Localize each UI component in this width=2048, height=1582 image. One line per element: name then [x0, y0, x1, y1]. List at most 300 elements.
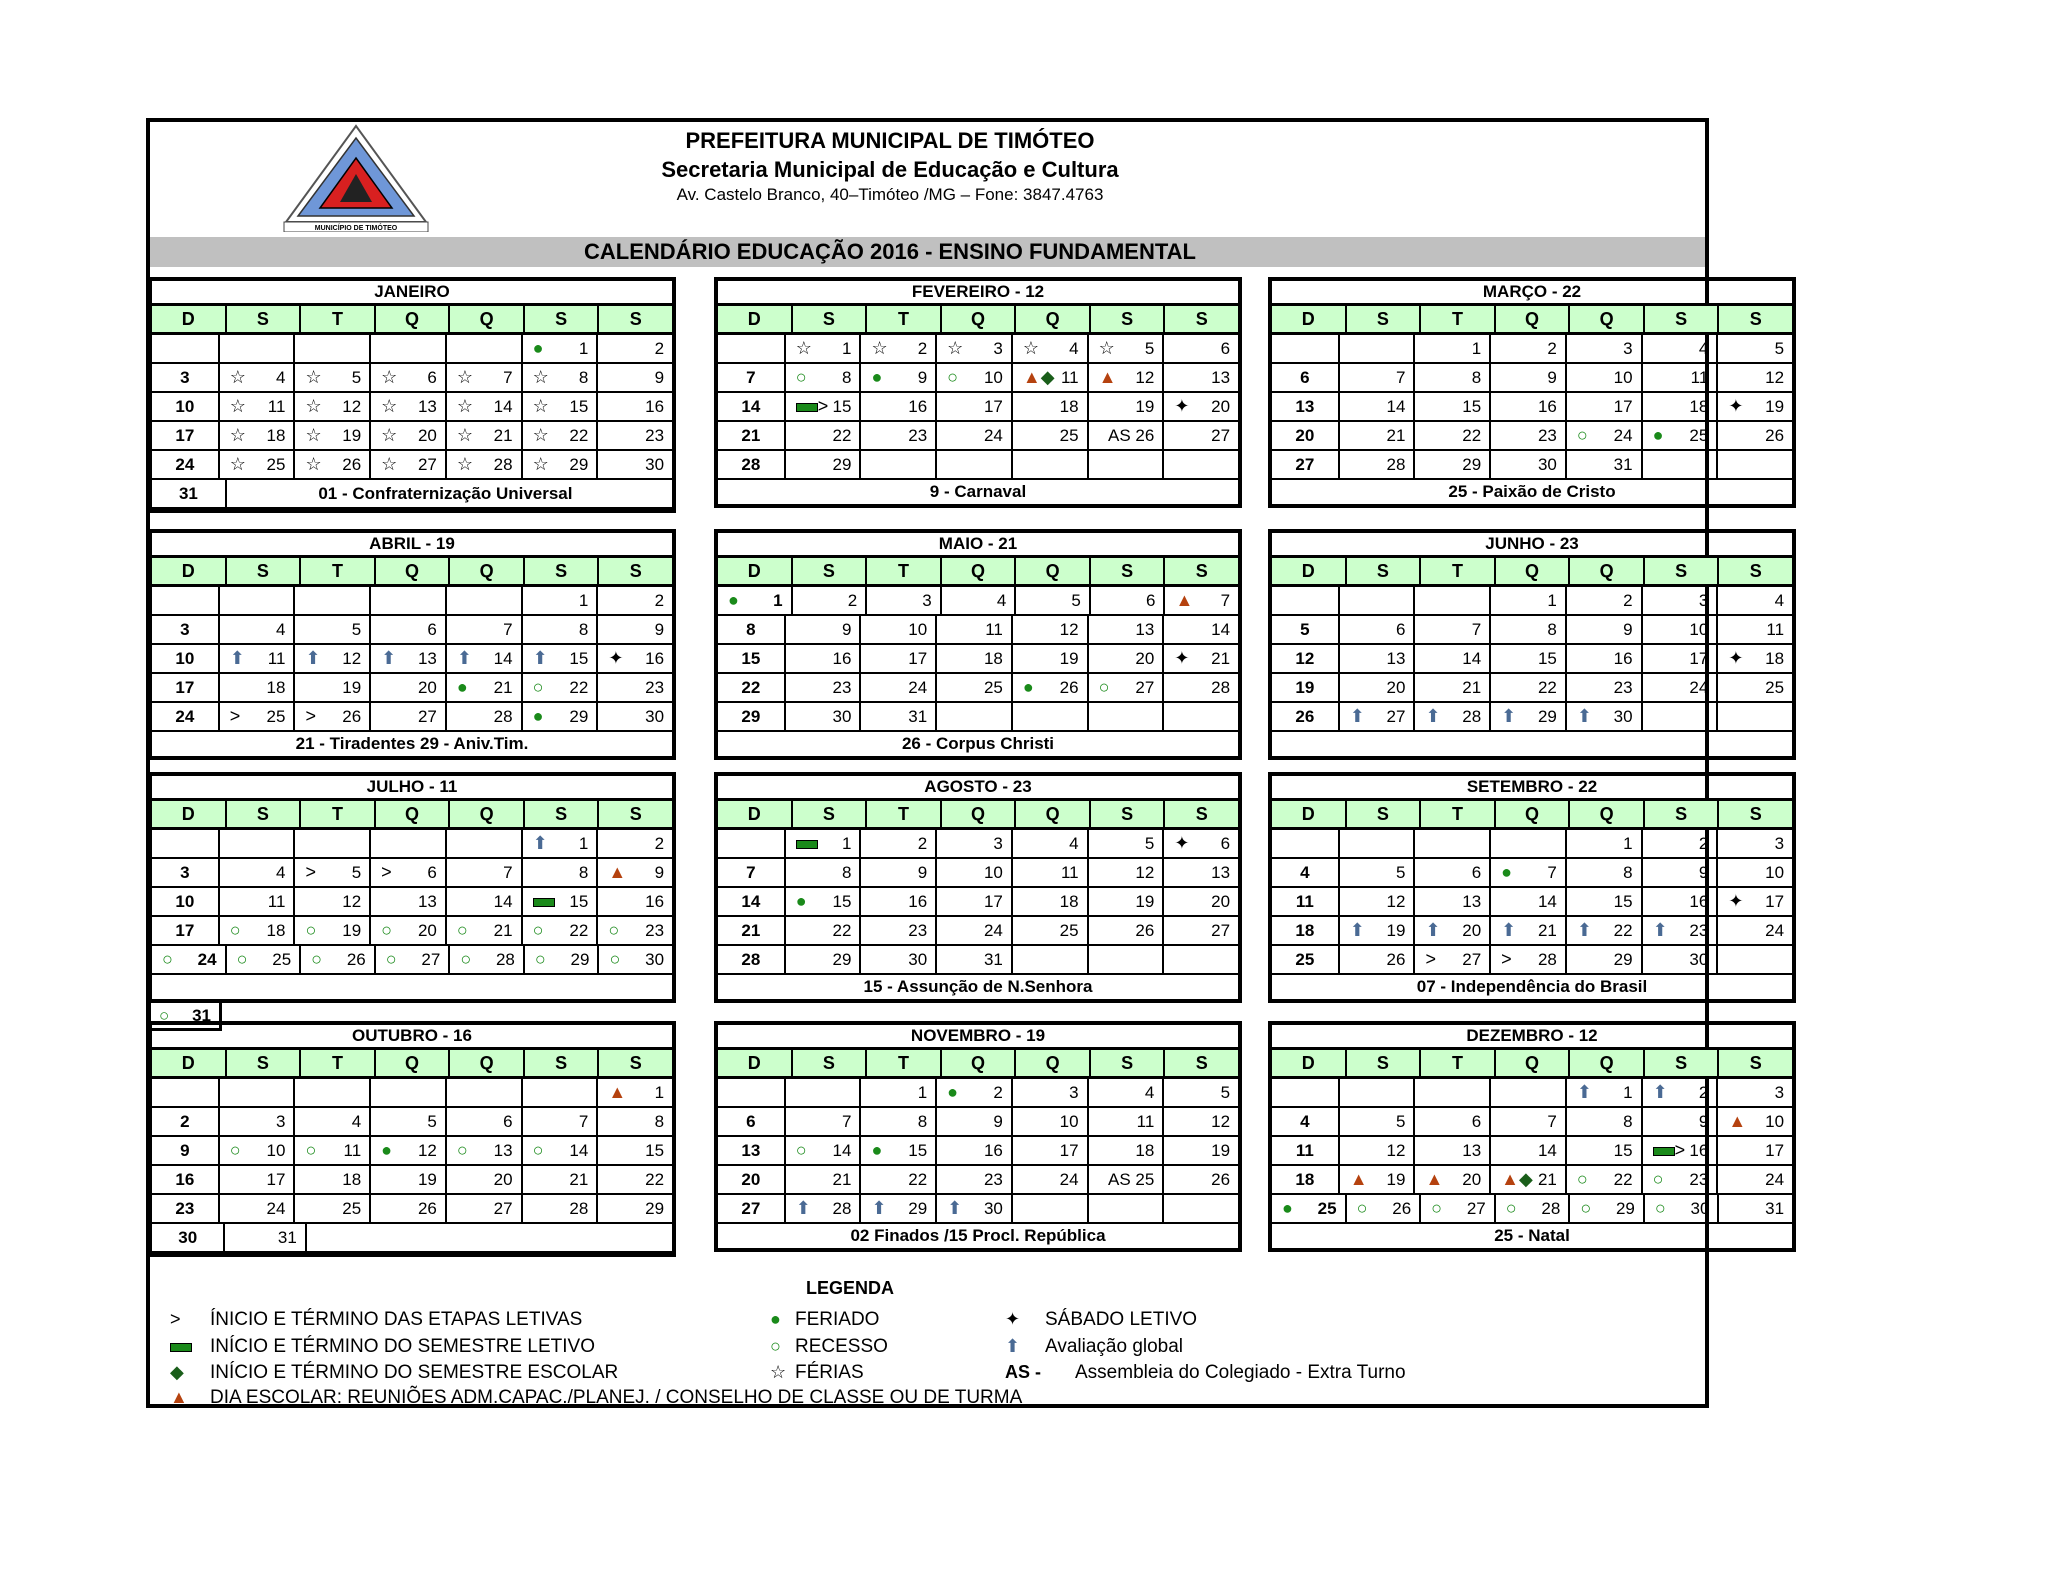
recesso-ring-icon [1580, 1195, 1591, 1222]
day-cell [152, 859, 220, 886]
day-cell [1089, 1166, 1165, 1193]
weekday-label: T [1421, 801, 1496, 827]
day-number: 1 [841, 834, 852, 853]
day-cell [937, 917, 1013, 944]
day-cell [220, 616, 296, 643]
day-cell [523, 422, 599, 449]
ferias-star-icon: ☆ [381, 454, 398, 474]
ferias-star-icon [457, 422, 473, 449]
day-cell [1415, 451, 1491, 478]
day-cell [861, 703, 937, 730]
day-cell [1089, 335, 1165, 362]
etapa-letiva-icon: > [229, 706, 241, 726]
day-cell [598, 335, 672, 362]
weekday-label: D [1272, 558, 1347, 584]
day-cell [1491, 888, 1567, 915]
day-cell [1491, 946, 1567, 973]
day-number: 9 [917, 863, 928, 882]
dia-escolar-triangle-icon: ▲ [1098, 367, 1117, 387]
day-number: 15 [569, 892, 589, 911]
avaliacao-arrow-icon [1577, 1079, 1592, 1106]
weekday-label: T [301, 306, 376, 332]
weekday-label: T [867, 306, 942, 332]
day-cell [1272, 703, 1340, 730]
day-cell [861, 1195, 937, 1222]
day-cell [786, 422, 862, 449]
legend-item-text: ÍNICIO E TÉRMINO DAS ETAPAS LETIVAS [210, 1309, 583, 1330]
day-cell [1272, 888, 1340, 915]
avaliacao-arrow-icon [871, 1195, 886, 1222]
day-cell [1491, 364, 1567, 391]
day-cell [1718, 451, 1792, 478]
weekday-label: S [793, 1050, 868, 1076]
legend [150, 1275, 1705, 1408]
day-number: 21 [1537, 921, 1557, 940]
day-number: 9 [1547, 368, 1557, 387]
month-title: JULHO - 11 [152, 776, 672, 801]
day-number: 26 [342, 455, 362, 474]
month-4 [714, 529, 1242, 760]
day-cell [1718, 917, 1792, 944]
weekday-label: T [301, 1050, 376, 1076]
recesso-ring-icon: ○ [608, 920, 620, 940]
avaliacao-arrow-icon: ⬆ [456, 648, 472, 668]
day-number: 10 [266, 1141, 286, 1160]
day-number: 6 [503, 1112, 513, 1131]
day-cell [786, 859, 862, 886]
day-cell [598, 587, 672, 614]
day-cell [1089, 1079, 1165, 1106]
day-number: 19 [417, 1170, 437, 1189]
weekday-header [718, 306, 1238, 335]
day-cell [1415, 1108, 1491, 1135]
recesso-ring-icon: ○ [460, 949, 472, 969]
avaliacao-arrow-icon: ⬆ [532, 833, 548, 853]
day-cell [220, 1137, 296, 1164]
ferias-star-icon: ☆ [770, 1362, 787, 1382]
recesso-ring-icon: ○ [609, 949, 621, 969]
day-number: 8 [578, 863, 589, 882]
weekday-label: S [1091, 558, 1166, 584]
day-number: 23 [908, 921, 928, 940]
day-cell [295, 1166, 371, 1193]
holiday-note: 25 - Paixão de Cristo [1448, 482, 1616, 501]
day-cell [1340, 335, 1416, 362]
day-cell [1567, 616, 1643, 643]
day-number: 6 [746, 1112, 756, 1131]
day-number: 17 [266, 1170, 286, 1189]
day-cell [1491, 703, 1567, 730]
recesso-ring-icon: ○ [532, 920, 544, 940]
month-1 [714, 277, 1242, 508]
day-number: 13 [417, 649, 437, 668]
day-number: 12 [1135, 863, 1155, 882]
day-number: 27 [417, 707, 437, 726]
day-cell [523, 451, 599, 478]
day-cell [1089, 946, 1165, 973]
day-number: 22 [569, 921, 589, 940]
day-cell [786, 1166, 862, 1193]
recesso-ring-icon [1099, 674, 1110, 701]
day-cell [1272, 946, 1340, 973]
day-number: 11 [1766, 620, 1785, 639]
day-number: 18 [1295, 921, 1315, 940]
week-row [152, 645, 672, 674]
day-number: 7 [1547, 863, 1557, 882]
day-cell [1491, 335, 1567, 362]
day-cell [1718, 335, 1792, 362]
day-number: 17 [983, 892, 1003, 911]
day-cell [718, 703, 786, 730]
day-cell [786, 830, 862, 857]
day-number: AS 25 [1108, 1170, 1155, 1189]
feriado-dot-icon: ● [1501, 862, 1513, 882]
day-number: 24 [1765, 1170, 1785, 1189]
day-number: 26 [346, 950, 366, 969]
weekday-label: S [629, 309, 642, 329]
day-cell [1272, 335, 1340, 362]
recesso-ring-icon: ○ [162, 949, 173, 969]
feriado-dot-icon [871, 364, 882, 391]
feriado-dot-icon: ● [1282, 1198, 1293, 1218]
day-cell [861, 645, 937, 672]
day-cell [301, 946, 376, 973]
sabado-letivo-icon [1174, 645, 1189, 672]
day-cell [1491, 616, 1567, 643]
day-cell [1272, 393, 1340, 420]
day-number: 7 [1395, 368, 1406, 387]
day-number: 23 [645, 921, 665, 940]
day-cell [1089, 1108, 1165, 1135]
day-cell [861, 946, 937, 973]
day-number: 15 [1537, 649, 1557, 668]
day-number: 9 [654, 863, 665, 882]
recesso-ring-icon [1577, 422, 1588, 449]
recesso-ring-icon: ○ [1576, 425, 1588, 445]
dia-escolar-triangle-icon: ▲ [608, 1082, 627, 1102]
day-cell [598, 451, 672, 478]
day-cell [1340, 674, 1416, 701]
day-number: 21 [1462, 678, 1482, 697]
day-cell [152, 1224, 225, 1251]
month-title: MAIO - 21 [718, 533, 1238, 558]
day-number: 2 [917, 834, 928, 853]
day-cell [371, 1108, 447, 1135]
day-cell [152, 422, 220, 449]
day-cell [1718, 888, 1792, 915]
recesso-ring-icon [947, 364, 958, 391]
day-number: 5 [351, 863, 362, 882]
day-cell [1643, 917, 1719, 944]
recesso-ring-icon [1577, 1166, 1588, 1193]
day-cell [450, 946, 525, 973]
day-number: 24 [1059, 1170, 1079, 1189]
day-cell [1340, 946, 1416, 973]
day-cell [1089, 674, 1165, 701]
legend-item-text: INÍCIO E TÉRMINO DO SEMESTRE ESCOLAR [210, 1362, 619, 1383]
day-number: 2 [1547, 339, 1557, 358]
day-cell [1643, 1079, 1719, 1106]
day-cell [1340, 859, 1416, 886]
day-cell [220, 830, 296, 857]
day-cell [1567, 1166, 1643, 1193]
day-cell [152, 888, 220, 915]
day-number: 22 [569, 678, 589, 697]
weekday-label: Q [1016, 558, 1091, 584]
month-title: JUNHO - 23 [1272, 533, 1792, 558]
day-number: 30 [645, 950, 665, 969]
day-cell [1013, 674, 1089, 701]
day-cell [447, 1195, 523, 1222]
avaliacao-arrow-icon: ⬆ [1576, 920, 1592, 940]
day-cell [1415, 917, 1491, 944]
day-number: 1 [773, 591, 783, 610]
day-cell [718, 1108, 786, 1135]
day-cell [220, 859, 296, 886]
day-number: 30 [645, 455, 665, 474]
recesso-ring-icon: ○ [229, 1140, 241, 1160]
day-cell [371, 422, 447, 449]
day-number: 6 [427, 620, 437, 639]
day-number: 7 [1220, 591, 1231, 610]
ferias-star-icon: ☆ [456, 425, 474, 445]
day-cell [718, 364, 786, 391]
day-number: 25 [266, 455, 286, 474]
day-cell [598, 645, 672, 672]
month-title: ABRIL - 19 [152, 533, 672, 558]
day-cell [152, 480, 227, 507]
feriado-dot-icon [457, 674, 468, 701]
day-cell [1567, 1137, 1643, 1164]
recesso-ring-icon [796, 364, 807, 391]
weekday-label: S [1645, 801, 1720, 827]
feriado-dot-icon [871, 1137, 882, 1164]
day-cell [1340, 1079, 1416, 1106]
day-number: 10 [1765, 1112, 1785, 1131]
day-cell [786, 616, 862, 643]
day-number: 6 [1395, 620, 1406, 639]
dia-escolar-triangle-icon: ▲ [1349, 1169, 1368, 1189]
day-number: 23 [1689, 921, 1709, 940]
avaliacao-arrow-icon [533, 645, 548, 672]
day-cell [1567, 451, 1643, 478]
day-cell [786, 1195, 862, 1222]
recesso-ring-icon [457, 917, 468, 944]
weekday-header [152, 306, 672, 335]
day-cell [1643, 888, 1719, 915]
day-cell [598, 888, 672, 915]
weekday-header [1272, 306, 1792, 335]
day-number: 11 [1060, 863, 1079, 882]
weekday-label: Q [376, 558, 451, 584]
day-cell [786, 946, 862, 973]
day-number: 8 [841, 368, 852, 387]
ferias-star-icon: ☆ [305, 367, 322, 387]
week-row [1272, 1195, 1792, 1224]
day-cell [295, 422, 371, 449]
day-number: 8 [1471, 368, 1482, 387]
day-number: 18 [266, 921, 286, 940]
day-number: 6 [427, 863, 437, 882]
avaliacao-arrow-icon: ⬆ [1652, 1082, 1668, 1102]
day-cell [152, 364, 220, 391]
day-cell [1013, 830, 1089, 857]
day-cell [1340, 917, 1416, 944]
day-cell [447, 1166, 523, 1193]
day-cell [295, 888, 371, 915]
day-cell [1567, 917, 1643, 944]
day-number: 25 [1765, 678, 1785, 697]
day-cell [523, 859, 599, 886]
avaliacao-arrow-icon: ⬆ [305, 648, 321, 668]
day-cell [295, 587, 371, 614]
day-cell [1415, 393, 1491, 420]
day-cell [152, 1195, 220, 1222]
day-number: 13 [1295, 397, 1315, 416]
day-number: 4 [351, 1112, 362, 1131]
holiday-note [152, 975, 672, 999]
day-cell [220, 1079, 296, 1106]
day-cell [371, 1137, 447, 1164]
week-row [1272, 616, 1792, 645]
day-number: 23 [1537, 426, 1557, 445]
weekday-label: S [1749, 804, 1762, 824]
ferias-star-icon [305, 451, 321, 478]
day-cell [447, 645, 523, 672]
day-number: 28 [1211, 678, 1231, 697]
day-cell [152, 1137, 220, 1164]
day-number: 21 [493, 678, 513, 697]
day-number: 12 [1386, 1141, 1406, 1160]
recesso-ring-icon [796, 1137, 807, 1164]
day-number: 28 [493, 455, 513, 474]
header-line1: PREFEITURA MUNICIPAL DE TIMÓTEO [685, 128, 1095, 153]
week-row [1272, 422, 1792, 451]
day-number: 17 [1765, 892, 1785, 911]
recesso-ring-icon [1506, 1195, 1517, 1222]
day-number: 27 [1462, 950, 1482, 969]
sabado-letivo-icon [1728, 888, 1743, 915]
avaliacao-arrow-icon: ⬆ [1652, 920, 1668, 940]
dia-escolar-triangle-icon [1425, 1166, 1443, 1193]
feriado-dot-icon: ● [728, 590, 739, 610]
month-8 [1268, 772, 1796, 1003]
day-cell [523, 645, 599, 672]
day-cell [1272, 917, 1340, 944]
day-cell [1643, 335, 1719, 362]
day-cell [152, 830, 220, 857]
day-cell [152, 917, 220, 944]
week-row [1272, 587, 1792, 616]
day-cell [942, 587, 1017, 614]
day-number: 11 [267, 649, 286, 668]
day-cell [523, 1195, 599, 1222]
weekday-label: Q [1570, 306, 1645, 332]
day-number: 7 [1547, 1112, 1557, 1131]
day-cell [598, 1079, 672, 1106]
week-row [152, 335, 672, 364]
assembleia-label: AS - [1005, 1362, 1041, 1382]
ferias-star-icon: ☆ [305, 425, 322, 445]
day-number: 20 [417, 426, 437, 445]
day-cell [1164, 1166, 1238, 1193]
day-number: 7 [746, 863, 756, 882]
day-number: 21 [1211, 649, 1231, 668]
day-number: 23 [645, 678, 665, 697]
day-number: 22 [832, 426, 852, 445]
day-cell [523, 917, 599, 944]
day-number: 2 [917, 339, 928, 358]
day-number: 1 [841, 339, 852, 358]
day-cell [1415, 946, 1491, 973]
day-number: 26 [1386, 950, 1406, 969]
day-cell [1415, 888, 1491, 915]
day-number: 3 [180, 863, 190, 882]
day-cell [447, 422, 523, 449]
semestre-letivo-bar-icon [796, 840, 818, 849]
day-number: 27 [493, 1199, 513, 1218]
day-cell [718, 1137, 786, 1164]
recesso-ring-icon [1357, 1195, 1368, 1222]
day-number: 20 [1295, 426, 1315, 445]
avaliacao-arrow-icon: ⬆ [871, 1198, 887, 1218]
weekday-label: S [1195, 561, 1208, 581]
day-number: 3 [180, 620, 190, 639]
week-row [152, 1108, 672, 1137]
day-cell [1164, 888, 1238, 915]
day-cell [1491, 393, 1567, 420]
day-cell [1340, 451, 1416, 478]
avaliacao-arrow-icon [305, 645, 320, 672]
day-number: 29 [569, 455, 589, 474]
day-cell [295, 364, 371, 391]
weekday-label: S [525, 801, 600, 827]
day-cell [1340, 393, 1416, 420]
day-number: 22 [832, 921, 852, 940]
day-number: 11 [343, 1141, 362, 1160]
day-number: 26 [1295, 707, 1315, 726]
avaliacao-arrow-icon: ⬆ [947, 1198, 963, 1218]
day-number: 24 [983, 921, 1003, 940]
weekday-label: T [867, 801, 942, 827]
day-cell [295, 451, 371, 478]
day-cell [1718, 393, 1792, 420]
day-cell [1089, 917, 1165, 944]
day-cell [1013, 1166, 1089, 1193]
day-cell [1089, 703, 1165, 730]
day-cell [1340, 830, 1416, 857]
recesso-ring-icon: ○ [456, 920, 468, 940]
day-cell [1013, 645, 1089, 672]
week-row [1272, 393, 1792, 422]
ferias-star-icon [305, 393, 321, 420]
day-cell [1089, 451, 1165, 478]
recesso-ring-icon [381, 917, 392, 944]
ferias-star-icon [457, 393, 473, 420]
day-cell [1272, 674, 1340, 701]
semestre-letivo-bar-icon [1653, 1137, 1686, 1164]
day-number: 14 [1211, 620, 1231, 639]
day-cell [1567, 587, 1643, 614]
day-cell [295, 335, 371, 362]
day-number: 14 [832, 1141, 852, 1160]
day-cell [937, 1108, 1013, 1135]
feriado-dot-icon: ● [381, 1140, 393, 1160]
day-number: 5 [1395, 1112, 1406, 1131]
day-cell [1643, 645, 1719, 672]
day-number: 29 [832, 455, 852, 474]
day-cell [1340, 1166, 1416, 1193]
